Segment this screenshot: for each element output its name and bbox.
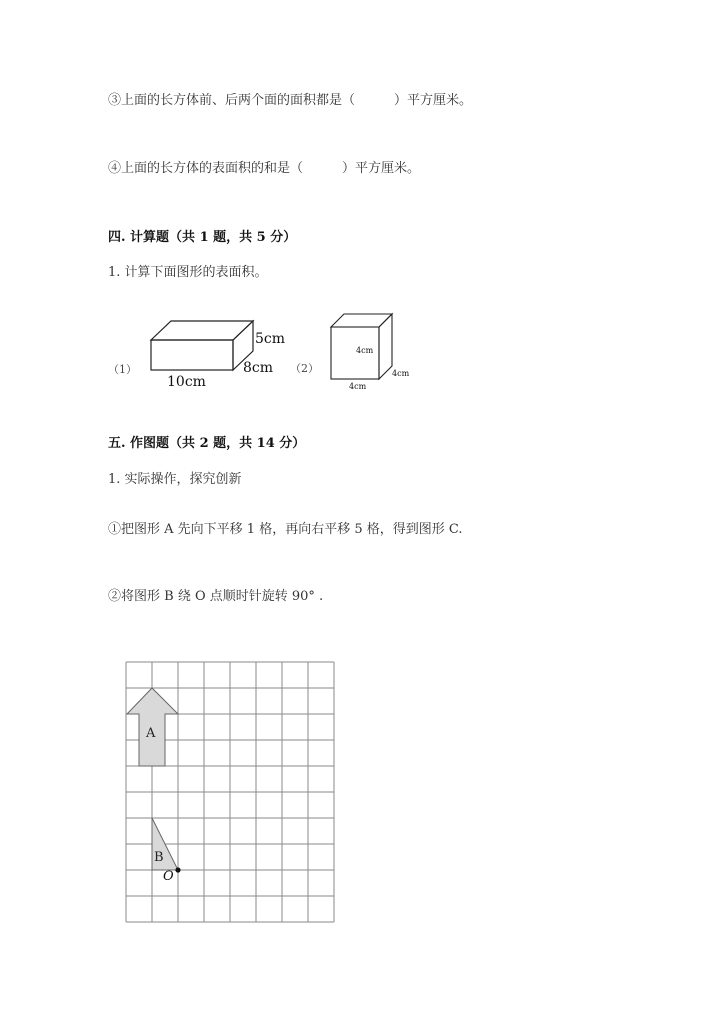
drawing-grid bbox=[115, 650, 350, 930]
cuboid-depth-label: 8cm bbox=[243, 360, 274, 376]
cuboid-figure bbox=[105, 308, 300, 393]
shape-b-label: B bbox=[154, 850, 164, 865]
cuboid-front-face bbox=[151, 340, 233, 370]
cube-side-face bbox=[379, 314, 392, 379]
cube-bottom-label: 4cm bbox=[349, 382, 367, 391]
cuboid-height-label: 5cm bbox=[255, 331, 286, 347]
section-4-question-1: 1. 计算下面图形的表面积。 bbox=[108, 265, 268, 280]
cube-side-label: 4cm bbox=[392, 369, 410, 378]
section-5-step-1: ①把图形 A 先向下平移 1 格，再向右平移 5 格，得到图形 C. bbox=[108, 522, 463, 537]
section-5-step-2: ②将图形 B 绕 O 点顺时针旋转 90° . bbox=[108, 589, 324, 604]
section-5-question-1: 1. 实际操作，探究创新 bbox=[108, 472, 242, 487]
section-4-heading: 四. 计算题（共 1 题，共 5 分） bbox=[108, 230, 297, 245]
figure-2-index: （2） bbox=[290, 362, 319, 375]
point-o-label: O bbox=[163, 869, 174, 884]
cube-top-face bbox=[331, 314, 392, 327]
point-o-marker bbox=[175, 867, 180, 872]
shape-a-label: A bbox=[146, 726, 156, 741]
cuboid-length-label: 10cm bbox=[167, 374, 206, 390]
cube-front-label: 4cm bbox=[356, 346, 374, 355]
cube-figure bbox=[288, 308, 423, 398]
question-3-text: ③上面的长方体前、后两个面的面积都是（ ）平方厘米。 bbox=[108, 93, 473, 108]
question-4-text: ④上面的长方体的表面积的和是（ ）平方厘米。 bbox=[108, 161, 421, 176]
cuboid-top-face bbox=[151, 321, 253, 340]
section-5-heading: 五. 作图题（共 2 题，共 14 分） bbox=[108, 436, 306, 451]
figure-1-index: （1） bbox=[108, 363, 137, 376]
